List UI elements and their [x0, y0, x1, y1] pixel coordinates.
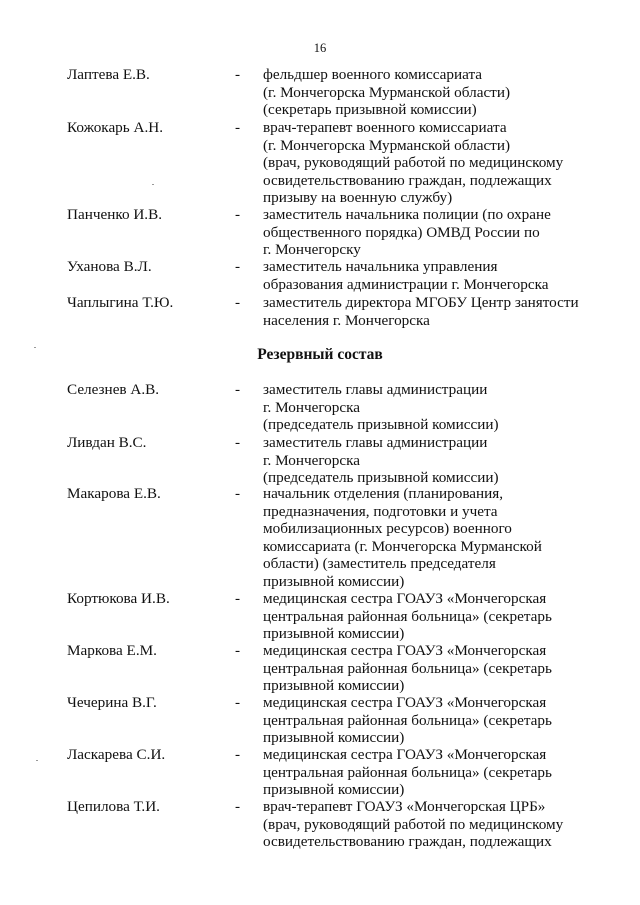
position-line: призывной комиссии) — [263, 729, 405, 747]
member-position — [263, 746, 608, 799]
position-line: центральная районная больница» (секретарь — [263, 659, 552, 677]
position-line: призывной комиссии) — [263, 625, 405, 643]
position-line: центральная районная больница» (секретарь — [263, 607, 552, 625]
member-position — [263, 694, 608, 747]
dash-separator: - — [235, 746, 241, 763]
position-line: заместитель главы администрации — [263, 434, 488, 451]
position-line: призывной комиссии) — [263, 781, 405, 799]
dash-separator: - — [235, 206, 241, 223]
position-line: г. Мончегорска — [263, 398, 361, 416]
member-name: Уханова В.Л. — [67, 258, 152, 275]
reserve-heading: Резервный состав — [257, 346, 383, 363]
scan-speck — [36, 760, 38, 761]
member-name: Чечерина В.Г. — [67, 694, 157, 711]
member-name: Кортюкова И.В. — [67, 590, 170, 607]
dash-separator: - — [235, 642, 241, 659]
position-line: предназначения, подготовки и учета — [263, 502, 498, 520]
dash-separator: - — [235, 694, 241, 711]
position-line: (врач, руководящий работой по медицинскому — [263, 154, 564, 172]
member-position — [263, 798, 608, 851]
member-name: Ласкарева С.И. — [67, 746, 166, 763]
member-position — [263, 590, 608, 643]
position-line: образования администрации г. Мончегорска — [263, 275, 549, 293]
position-line: центральная районная больница» (секретарь — [263, 763, 552, 781]
position-line: (секретарь призывной комиссии) — [263, 101, 477, 119]
position-line: освидетельствованию граждан, подлежащих — [263, 833, 552, 851]
position-line: комиссариата (г. Мончегорска Мурманской — [263, 537, 542, 555]
position-line: населения г. Мончегорска — [263, 311, 430, 329]
member-name: Макарова Е.В. — [67, 485, 161, 502]
position-line: общественного порядка) ОМВД России по — [263, 223, 540, 241]
member-name: Чаплыгина Т.Ю. — [67, 294, 174, 311]
member-name: Лаптева Е.В. — [67, 66, 150, 83]
page-number: 16 — [313, 41, 327, 55]
position-line: медицинская сестра ГОАУЗ «Мончегорская — [263, 590, 547, 607]
dash-separator: - — [235, 294, 241, 311]
member-position — [263, 294, 608, 329]
dash-separator: - — [235, 798, 241, 815]
position-line: заместитель главы администрации — [263, 381, 488, 398]
member-name: Кожокарь А.Н. — [67, 119, 164, 136]
position-line: призыву на военную службу) — [263, 189, 453, 207]
position-line: медицинская сестра ГОАУЗ «Мончегорская — [263, 694, 547, 711]
position-line: центральная районная больница» (секретарь — [263, 711, 552, 729]
dash-separator: - — [235, 66, 241, 83]
member-position — [263, 119, 608, 207]
position-line: (г. Мончегорска Мурманской области) — [263, 83, 511, 101]
member-position — [263, 642, 608, 695]
member-name: Ливдан В.С. — [67, 434, 147, 451]
position-line: врач-терапевт военного комиссариата — [263, 119, 507, 136]
scan-speck — [34, 347, 36, 348]
member-position — [263, 434, 608, 487]
member-position — [263, 485, 608, 591]
position-line: медицинская сестра ГОАУЗ «Мончегорская — [263, 746, 547, 763]
position-line: (председатель призывной комиссии) — [263, 416, 499, 434]
dash-separator: - — [235, 434, 241, 451]
position-line: заместитель директора МГОБУ Центр занятости — [263, 294, 579, 311]
member-name: Панченко И.В. — [67, 206, 163, 223]
position-line: медицинская сестра ГОАУЗ «Мончегорская — [263, 642, 547, 659]
member-name: Селезнев А.В. — [67, 381, 160, 398]
position-line: призывной комиссии) — [263, 572, 405, 590]
position-line: области) (заместитель председателя — [263, 555, 496, 573]
member-name: Маркова Е.М. — [67, 642, 157, 659]
member-position — [263, 381, 608, 434]
dash-separator: - — [235, 381, 241, 398]
position-line: г. Мончегорску — [263, 241, 361, 259]
position-line: врач-терапевт ГОАУЗ «Мончегорская ЦРБ» — [263, 798, 546, 815]
dash-separator: - — [235, 119, 241, 136]
scan-speck — [152, 184, 154, 185]
dash-separator: - — [235, 590, 241, 607]
position-line: призывной комиссии) — [263, 677, 405, 695]
position-line: (председатель призывной комиссии) — [263, 469, 499, 487]
member-name: Цепилова Т.И. — [67, 798, 160, 815]
position-line: заместитель начальника управления — [263, 258, 498, 275]
position-line: освидетельствованию граждан, подлежащих — [263, 171, 552, 189]
member-position — [263, 206, 608, 259]
dash-separator: - — [235, 485, 241, 502]
position-line: мобилизационных ресурсов) военного — [263, 520, 512, 538]
position-line: (врач, руководящий работой по медицинскому — [263, 815, 564, 833]
position-line: фельдшер военного комиссариата — [263, 66, 483, 83]
position-line: заместитель начальника полиции (по охране — [263, 206, 551, 223]
member-position — [263, 66, 608, 119]
position-line: (г. Мончегорска Мурманской области) — [263, 136, 511, 154]
position-line: г. Мончегорска — [263, 451, 361, 469]
member-position — [263, 258, 608, 293]
position-line: начальник отделения (планирования, — [263, 485, 504, 502]
dash-separator: - — [235, 258, 241, 275]
